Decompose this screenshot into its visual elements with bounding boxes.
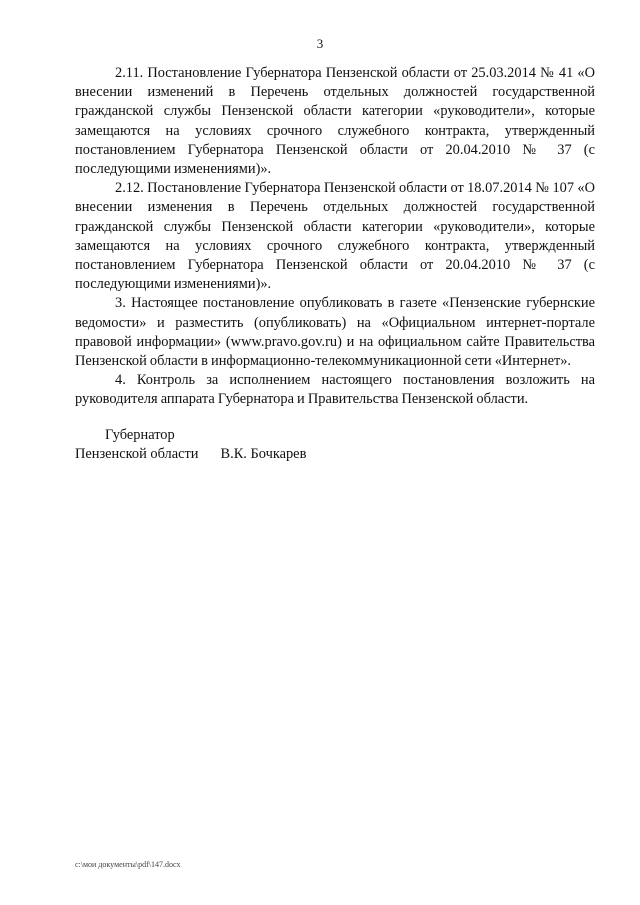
signature-block: [75, 426, 306, 465]
paragraph-2-12: 2.12. Постановление Губернатора Пензенской области от 18.07.2014 № 107 «О внесении изменения в Перечень отдельных должностей государственной гражданской службы Пензенской области категории «руководители», которые замещаются на условиях срочного служебного контракта, утвержденный постановлением Губернатора Пензенской области от 20.04.2010 № 37 (с последующими изменениями)».: [75, 180, 595, 293]
paragraph-3: 3. Настоящее постановление опубликовать в газете «Пензенские губернские ведомости» и разместить (опубликовать) на «Официальном интернет-портале правовой информации» (www.pravo.gov.ru) и на официальном сайте Правительства Пензенской области в информационно-телекоммуникационной сети «Интернет».: [75, 295, 595, 370]
footer-file-path: c:\мои документы\pdf\147.docx: [75, 860, 181, 869]
signature-title: Губернатор: [105, 427, 175, 443]
document-body: [75, 64, 595, 410]
signature-name: В.К. Бочкарев: [220, 446, 307, 463]
paragraph-2-11: 2.11. Постановление Губернатора Пензенской области от 25.03.2014 № 41 «О внесении изменений в Перечень отдельных должностей государственной гражданской службы Пензенской области категории «руководители», которые замещаются на условиях срочного служебного контракта, утвержденный постановлением Губернатора Пензенской области от 20.04.2010 № 37 (с последующими изменениями)».: [75, 65, 595, 178]
paragraph-4: 4. Контроль за исполнением настоящего постановления возложить на руководителя аппарата Губернатора и Правительства Пензенской области.: [75, 372, 595, 408]
page-number: 3: [316, 36, 324, 51]
signature-line: [75, 445, 306, 464]
signature-region: Пензенской области: [75, 446, 199, 463]
